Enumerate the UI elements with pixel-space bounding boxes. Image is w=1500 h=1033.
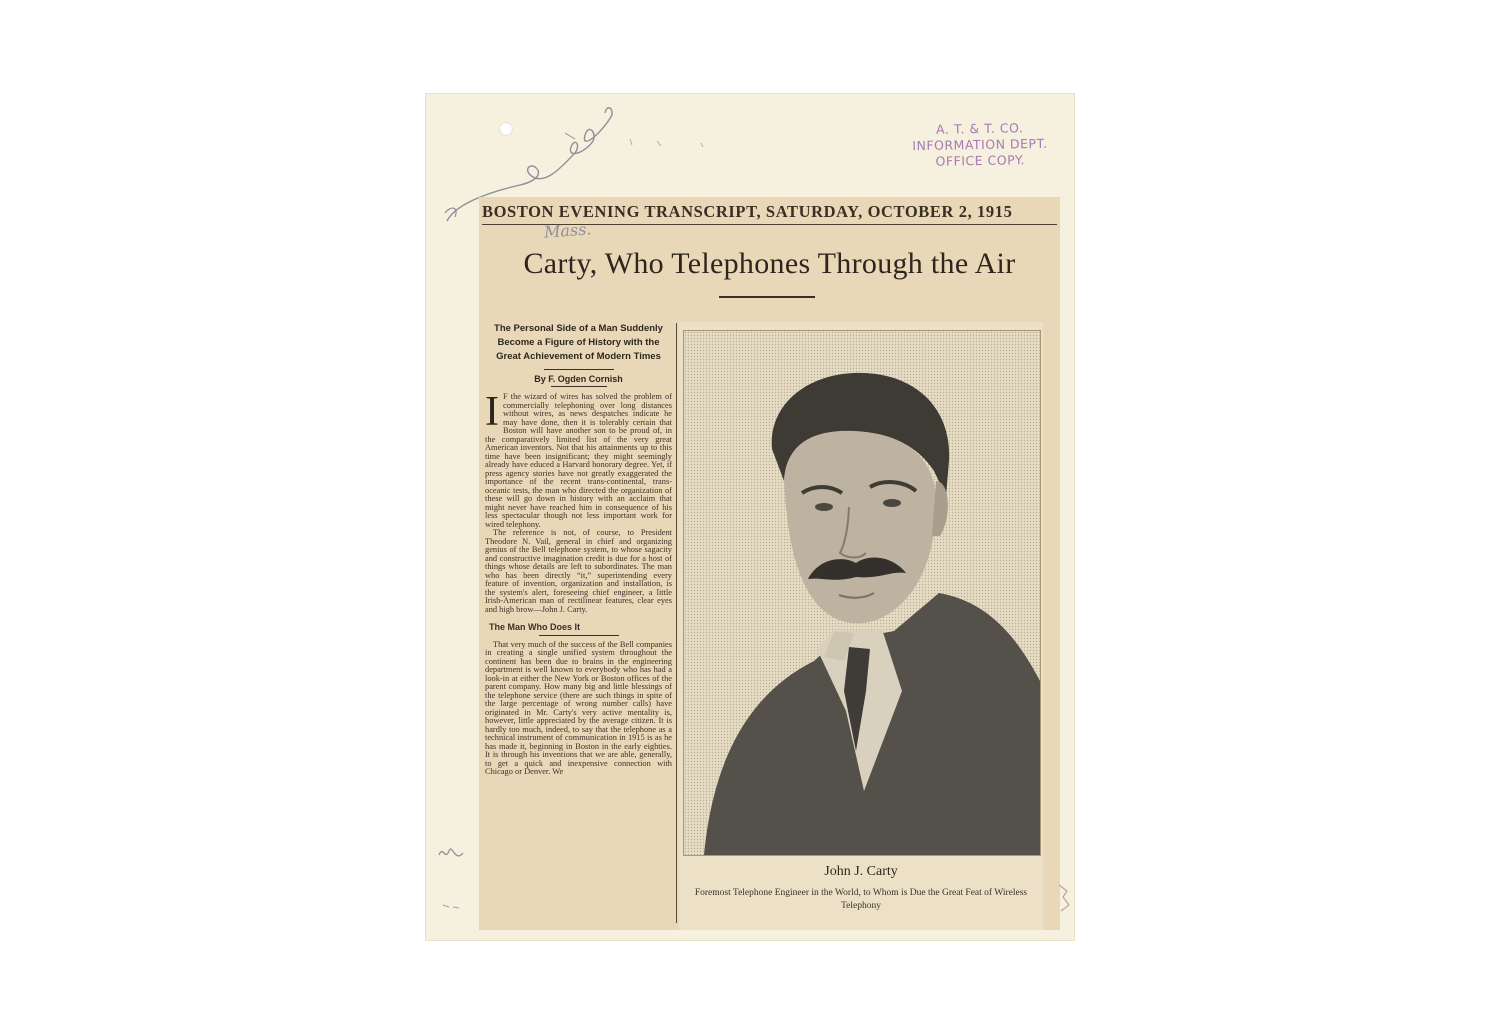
article-column [485, 322, 672, 777]
archive-sheet [425, 93, 1075, 941]
photo-caption-description: Foremost Telephone Engineer in the World, to Whom is Due the Great Feat of Wireless Telephony [694, 888, 1028, 911]
torn-corner [1057, 883, 1071, 913]
stamp-line-dept: INFORMATION DEPT. [912, 135, 1048, 154]
section-subhead: The Man Who Does It [489, 622, 580, 632]
paragraph-2: The reference is not, of course, to President Theodore N. Vail, general in chief and organizing genius of the Bell telephone system, to whose sagacity and constructive imagination credit is due for a host of things whose details are left to subordinates. The man who has been directly “it,” superintending every feature of invention, organization and installation, is the system's alert, foreseeing chief engineer, a little Irish-American man of rectilinear features, clear eyes and high brow—John J. Carty. [485, 528, 672, 614]
portrait-frame [679, 322, 1043, 930]
newspaper-clipping [479, 197, 1060, 930]
paragraph-3: That very much of the success of the Bell companies in creating a single unified system throughout the continent has been due to brains in the engineering department is well known to everybody who has had a look-in at either the New York or Boston offices of the parent company. How many big and little blessings of the telephone service (there are such things in spite of the large percentage of wrong number calls) have originated in Mr. Carty's very active mentality is, however, little appreciated by the average citizen. It is hardly too much, indeed, to say that the telephone as a technical instrument of communication in 1915 is as he has made it, beginning in Boston in the early eighties. It is through his inventions that we are able, generally, to get a quick and inexpensive connection with Chicago or Denver. We [485, 639, 672, 776]
headline: Carty, Who Telephones Through the Air [523, 247, 1016, 280]
subhead-rule [539, 635, 619, 636]
drop-cap: I [485, 389, 499, 435]
column-divider [676, 323, 677, 923]
office-copy-stamp [895, 120, 1066, 171]
deck-rule [544, 369, 614, 370]
byline: By F. Ogden Cornish [534, 374, 623, 384]
byline-rule [551, 386, 607, 387]
headline-rule [719, 296, 815, 298]
masthead: BOSTON EVENING TRANSCRIPT, SATURDAY, OCTOBER 2, 1915 [482, 202, 1013, 221]
paragraph-1: F the wizard of wires has solved the problem of commercially telephoning over long distances without wires, as news despatches indicate he may have done, then it is tolerably certain that Boston will have another son to be proud of, in the comparatively limited list of the very great American inventors. Not that his attainments up to this time have been insignificant; they might seemingly already have educed a Harvard honorary degree. Yet, if press agency stories have not greatly exaggerated the importance of the recent trans-continental, trans-oceanic tests, the man who directed the organization of these will go down in history with an acclaim that might never have reached him in consequence of his less spectacular though not less important work for wired telephony. [485, 392, 672, 529]
stamp-line-copy: OFFICE COPY. [935, 152, 1026, 169]
stamp-line-company: A. T. & T. CO. [935, 120, 1024, 137]
handwritten-mass: Mass. [543, 219, 593, 242]
article-deck: The Personal Side of a Man Suddenly Become a Figure of History with the Great Achievement of Modern Times [494, 323, 663, 362]
portrait-illustration [684, 331, 1040, 855]
photo-caption-name: John J. Carty [824, 864, 898, 879]
article-body [485, 389, 672, 777]
portrait-photo [683, 330, 1041, 856]
